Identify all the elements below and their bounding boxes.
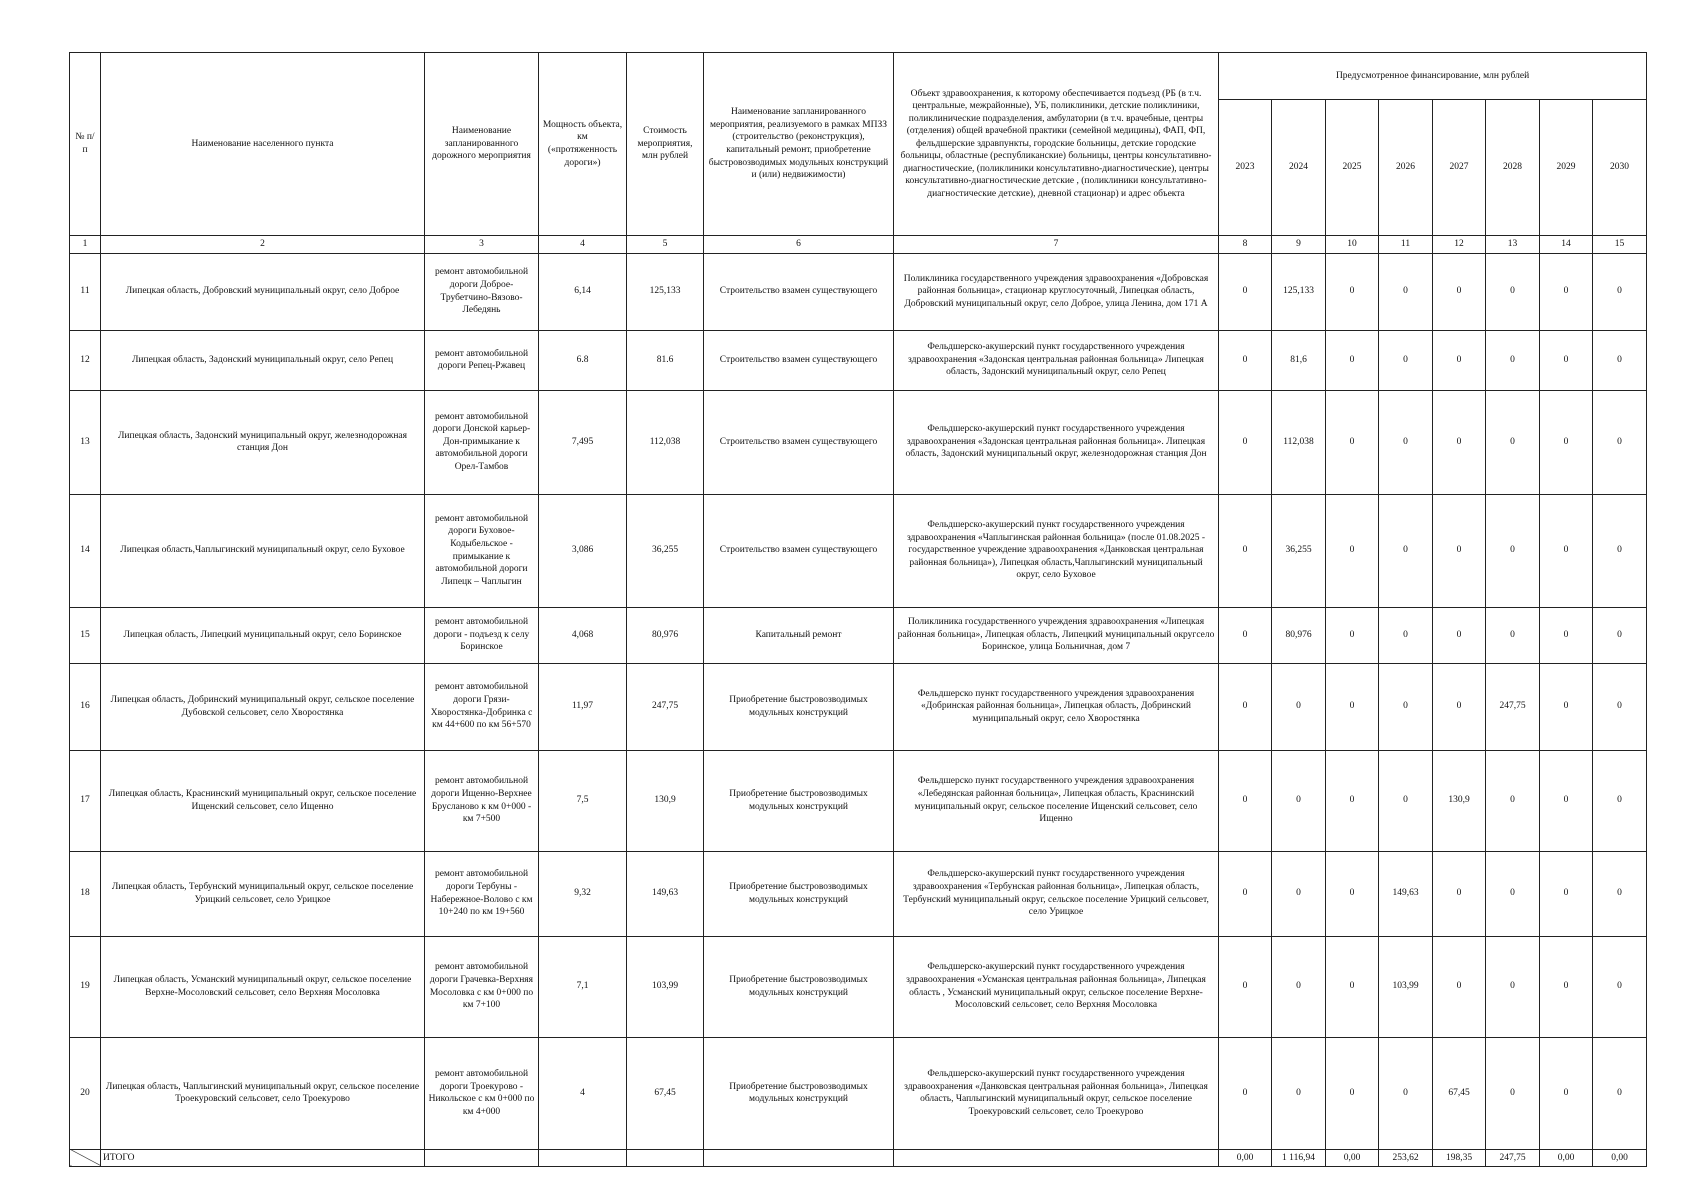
row-year-value: 0 [1593, 851, 1647, 936]
total-year-value: 198,35 [1433, 1149, 1486, 1167]
header-settlement: Наименование населенного пункта [101, 53, 425, 236]
row-settlement: Липецкая область, Добровский муниципальный округ, село Доброе [101, 253, 425, 330]
total-row [70, 1149, 1647, 1167]
row-capacity: 7,5 [539, 750, 627, 851]
column-number: 1 [70, 236, 101, 254]
row-mpzz-event: Приобретение быстровозводимых модульных конструкций [704, 663, 894, 750]
row-capacity: 4 [539, 1037, 627, 1149]
column-number: 6 [704, 236, 894, 254]
row-year-value: 0 [1219, 607, 1272, 663]
row-mpzz-event: Приобретение быстровозводимых модульных конструкций [704, 1037, 894, 1149]
row-year-value: 0 [1486, 253, 1540, 330]
total-year-value: 1 116,94 [1272, 1149, 1326, 1167]
total-year-value: 0,00 [1540, 1149, 1593, 1167]
header-cost: Стоимость мероприятия, млн рублей [627, 53, 704, 236]
row-mpzz-event: Строительство взамен существующего [704, 253, 894, 330]
row-cost: 36,255 [627, 494, 704, 607]
row-capacity: 6.8 [539, 330, 627, 390]
row-year-value: 0 [1272, 750, 1326, 851]
row-capacity: 7,1 [539, 936, 627, 1037]
row-road-event: ремонт автомобильной дороги Доброе-Трубетчино-Вязово-Лебедянь [425, 253, 539, 330]
row-health-object: Фельдшерско-акушерский пункт государственного учреждения здравоохранения «Задонская центральная районная больница» Липецкая область, Задонский муниципальный округ, село Репец [894, 330, 1219, 390]
row-num: 16 [70, 663, 101, 750]
row-settlement: Липецкая область, Краснинский муниципальный округ, сельское поселение Ищенский сельсовет, село Ищенно [101, 750, 425, 851]
row-year-value: 0 [1219, 663, 1272, 750]
row-num: 19 [70, 936, 101, 1037]
row-num: 12 [70, 330, 101, 390]
row-year-value: 0 [1379, 1037, 1433, 1149]
row-year-value: 0 [1219, 390, 1272, 494]
row-year-value: 0 [1219, 851, 1272, 936]
row-cost: 103,99 [627, 936, 704, 1037]
row-year-value: 0 [1219, 750, 1272, 851]
row-health-object: Фельдшерско-акушерский пункт государственного учреждения здравоохранения «Усманская центральная районная больница», Липецкая область , Усманский муниципальный округ, сельское поселение Верхне-Мосоловский сельсовет, село Верхняя Мосоловка [894, 936, 1219, 1037]
row-year-value: 80,976 [1272, 607, 1326, 663]
header-year: 2023 [1219, 100, 1272, 236]
row-year-value: 0 [1326, 390, 1379, 494]
row-year-value: 0 [1540, 330, 1593, 390]
row-year-value: 0 [1379, 494, 1433, 607]
row-year-value: 0 [1540, 750, 1593, 851]
total-empty-cell [704, 1149, 894, 1167]
header-year: 2025 [1326, 100, 1379, 236]
row-capacity: 11,97 [539, 663, 627, 750]
row-road-event: ремонт автомобильной дороги Грачевка-Верхняя Мосоловка с км 0+000 по км 7+100 [425, 936, 539, 1037]
row-year-value: 0 [1219, 1037, 1272, 1149]
row-year-value: 0 [1326, 663, 1379, 750]
table-row [70, 494, 1647, 607]
row-mpzz-event: Приобретение быстровозводимых модульных конструкций [704, 851, 894, 936]
financing-table [69, 52, 1647, 1167]
total-year-value: 247,75 [1486, 1149, 1540, 1167]
row-year-value: 0 [1379, 330, 1433, 390]
row-num: 15 [70, 607, 101, 663]
row-year-value: 0 [1540, 851, 1593, 936]
row-num: 14 [70, 494, 101, 607]
column-number: 4 [539, 236, 627, 254]
row-cost: 125,133 [627, 253, 704, 330]
row-num: 18 [70, 851, 101, 936]
row-settlement: Липецкая область, Тербунский муниципальный округ, сельское поселение Урицкий сельсовет, село Урицкое [101, 851, 425, 936]
row-road-event: ремонт автомобильной дороги - подъезд к селу Боринское [425, 607, 539, 663]
row-health-object: Фельдшерско-акушерский пункт государственного учреждения здравоохранения «Данковская центральная районная больница», Липецкая область, Чаплыгинский муниципальный округ, сельское поселение Троекуровский сельсовет, село Троекурово [894, 1037, 1219, 1149]
row-road-event: ремонт автомобильной дороги Донской карьер-Дон-примыкание к автомобильной дороги Орел-Тамбов [425, 390, 539, 494]
row-capacity: 9,32 [539, 851, 627, 936]
row-settlement: Липецкая область, Задонский муниципальный округ, железнодорожная станция Дон [101, 390, 425, 494]
row-year-value: 0 [1272, 1037, 1326, 1149]
table-row [70, 851, 1647, 936]
row-year-value: 0 [1540, 390, 1593, 494]
row-year-value: 0 [1593, 1037, 1647, 1149]
total-label: ИТОГО [101, 1149, 425, 1167]
row-road-event: ремонт автомобильной дороги Репец-Ржавец [425, 330, 539, 390]
table-row [70, 1037, 1647, 1149]
header-road-event: Наименование запланированного дорожного мероприятия [425, 53, 539, 236]
total-diagonal-cell [70, 1149, 101, 1167]
row-year-value: 0 [1433, 253, 1486, 330]
row-year-value: 0 [1433, 607, 1486, 663]
row-year-value: 103,99 [1379, 936, 1433, 1037]
row-health-object: Поликлиника государственного учреждения здравоохранения «Добровская районная больница», стационар круглосуточный, Липецкая область, Добровский муниципальный округ, село Доброе, улица Ленина, дом 171 А [894, 253, 1219, 330]
row-year-value: 0 [1326, 851, 1379, 936]
row-year-value: 149,63 [1379, 851, 1433, 936]
row-year-value: 81,6 [1272, 330, 1326, 390]
column-number: 9 [1272, 236, 1326, 254]
row-cost: 67,45 [627, 1037, 704, 1149]
row-year-value: 0 [1540, 1037, 1593, 1149]
row-year-value: 36,255 [1272, 494, 1326, 607]
row-settlement: Липецкая область, Чаплыгинский муниципальный округ, сельское поселение Троекуровский сельсовет, село Троекурово [101, 1037, 425, 1149]
row-year-value: 0 [1219, 330, 1272, 390]
row-settlement: Липецкая область, Липецкий муниципальный округ, село Боринское [101, 607, 425, 663]
header-capacity: Мощность объекта, км («протяженность дороги») [539, 53, 627, 236]
table-header [70, 53, 1647, 254]
row-year-value: 0 [1219, 253, 1272, 330]
row-year-value: 112,038 [1272, 390, 1326, 494]
total-year-value: 0,00 [1326, 1149, 1379, 1167]
column-number: 2 [101, 236, 425, 254]
column-number: 5 [627, 236, 704, 254]
row-health-object: Фельдшерско-акушерский пункт государственного учреждения здравоохранения «Чаплыгинская районная больница» (после 01.08.2025 - государственное учреждение здравоохранения «Данковская центральная районная больница»), Липецкая область,Чаплыгинский муниципальный округ, село Буховое [894, 494, 1219, 607]
row-settlement: Липецкая область,Чаплыгинский муниципальный округ, село Буховое [101, 494, 425, 607]
row-cost: 81.6 [627, 330, 704, 390]
row-year-value: 0 [1540, 253, 1593, 330]
row-capacity: 3,086 [539, 494, 627, 607]
row-year-value: 0 [1272, 936, 1326, 1037]
header-num: № п/п [70, 53, 101, 236]
row-year-value: 0 [1486, 851, 1540, 936]
total-year-value: 0,00 [1219, 1149, 1272, 1167]
column-number: 15 [1593, 236, 1647, 254]
row-year-value: 0 [1540, 494, 1593, 607]
row-year-value: 0 [1326, 750, 1379, 851]
column-number: 7 [894, 236, 1219, 254]
column-number: 3 [425, 236, 539, 254]
row-health-object: Фельдшерско пункт государственного учреждения здравоохранения «Лебедянская районная больница», Липецкая область, Краснинский муниципальный округ, сельское поселение Ищенский сельсовет, село Ищенно [894, 750, 1219, 851]
row-year-value: 0 [1593, 253, 1647, 330]
row-year-value: 0 [1593, 936, 1647, 1037]
column-number: 12 [1433, 236, 1486, 254]
header-mpzz-event: Наименование запланированного мероприятия, реализуемого в рамках МПЗЗ (строительство (реконструкция), капитальный ремонт, приобретение быстровозводимых модульных конструкций и (или) недвижимости) [704, 53, 894, 236]
row-year-value: 0 [1433, 390, 1486, 494]
header-financing: Предусмотренное финансирование, млн рублей [1219, 53, 1647, 100]
row-road-event: ремонт автомобильной дороги Троекурово - Никольское с км 0+000 по км 4+000 [425, 1037, 539, 1149]
row-num: 11 [70, 253, 101, 330]
row-year-value: 0 [1433, 851, 1486, 936]
row-year-value: 0 [1379, 663, 1433, 750]
total-year-value: 253,62 [1379, 1149, 1433, 1167]
row-road-event: ремонт автомобильной дороги Ищенно-Верхнее Брусланово к км 0+000 - км 7+500 [425, 750, 539, 851]
row-year-value: 0 [1433, 936, 1486, 1037]
row-mpzz-event: Строительство взамен существующего [704, 390, 894, 494]
table-row [70, 253, 1647, 330]
row-year-value: 0 [1379, 390, 1433, 494]
header-year: 2030 [1593, 100, 1647, 236]
row-capacity: 4,068 [539, 607, 627, 663]
row-year-value: 0 [1486, 494, 1540, 607]
row-year-value: 0 [1379, 607, 1433, 663]
table-row [70, 936, 1647, 1037]
row-year-value: 0 [1433, 330, 1486, 390]
row-mpzz-event: Строительство взамен существующего [704, 494, 894, 607]
row-year-value: 0 [1433, 663, 1486, 750]
row-year-value: 0 [1272, 851, 1326, 936]
row-year-value: 0 [1486, 750, 1540, 851]
row-settlement: Липецкая область, Задонский муниципальный округ, село Репец [101, 330, 425, 390]
row-settlement: Липецкая область, Добринский муниципальный округ, сельское поселение Дубовской сельсовет, село Хворостянка [101, 663, 425, 750]
row-cost: 149,63 [627, 851, 704, 936]
row-year-value: 0 [1593, 330, 1647, 390]
row-capacity: 6,14 [539, 253, 627, 330]
row-road-event: ремонт автомобильной дороги Тербуны - Набережное-Волово с км 10+240 по км 19+560 [425, 851, 539, 936]
header-year: 2027 [1433, 100, 1486, 236]
row-year-value: 0 [1326, 330, 1379, 390]
column-number: 14 [1540, 236, 1593, 254]
row-health-object: Фельдшерско-акушерский пункт государственного учреждения здравоохранения «Тербунская районная больница», Липецкая область, Тербунский муниципальный округ, сельское поселение Урицкий сельсовет, село Урицкое [894, 851, 1219, 936]
row-year-value: 0 [1486, 607, 1540, 663]
row-mpzz-event: Капитальный ремонт [704, 607, 894, 663]
row-settlement: Липецкая область, Усманский муниципальный округ, сельское поселение Верхне-Мосоловский сельсовет, село Верхняя Мосоловка [101, 936, 425, 1037]
row-year-value: 0 [1326, 1037, 1379, 1149]
row-year-value: 247,75 [1486, 663, 1540, 750]
row-health-object: Фельдшерско-акушерский пункт государственного учреждения здравоохранения «Задонская центральная районная больница». Липецкая область, Задонский муниципальный округ, железнодорожная станция Дон [894, 390, 1219, 494]
row-mpzz-event: Приобретение быстровозводимых модульных конструкций [704, 936, 894, 1037]
row-health-object: Поликлиника государственного учреждения здравоохранения «Липецкая районная больница», Липецкая область, Липецкий муниципальный округсело Боринское, улица Больничная, дом 7 [894, 607, 1219, 663]
row-year-value: 0 [1593, 607, 1647, 663]
row-year-value: 67,45 [1433, 1037, 1486, 1149]
table-body [70, 253, 1647, 1167]
table-row [70, 607, 1647, 663]
header-year: 2029 [1540, 100, 1593, 236]
row-num: 17 [70, 750, 101, 851]
row-cost: 247,75 [627, 663, 704, 750]
row-year-value: 0 [1540, 607, 1593, 663]
row-year-value: 0 [1593, 494, 1647, 607]
row-year-value: 0 [1379, 750, 1433, 851]
row-cost: 112,038 [627, 390, 704, 494]
total-empty-cell [425, 1149, 539, 1167]
table-row [70, 663, 1647, 750]
column-number: 8 [1219, 236, 1272, 254]
row-cost: 80,976 [627, 607, 704, 663]
header-year: 2026 [1379, 100, 1433, 236]
table-row [70, 330, 1647, 390]
row-year-value: 0 [1433, 494, 1486, 607]
row-year-value: 130,9 [1433, 750, 1486, 851]
column-number: 10 [1326, 236, 1379, 254]
row-year-value: 0 [1326, 936, 1379, 1037]
row-num: 13 [70, 390, 101, 494]
row-year-value: 0 [1272, 663, 1326, 750]
row-year-value: 0 [1486, 1037, 1540, 1149]
column-number: 11 [1379, 236, 1433, 254]
column-number: 13 [1486, 236, 1540, 254]
row-num: 20 [70, 1037, 101, 1149]
row-road-event: ремонт автомобильной дороги Буховое-Кодыбельское - примыкание к автомобильной дороги Липецк – Чаплыгин [425, 494, 539, 607]
row-year-value: 0 [1540, 936, 1593, 1037]
row-year-value: 0 [1219, 494, 1272, 607]
row-year-value: 0 [1486, 936, 1540, 1037]
row-year-value: 0 [1593, 390, 1647, 494]
row-mpzz-event: Строительство взамен существующего [704, 330, 894, 390]
row-year-value: 0 [1593, 750, 1647, 851]
header-year: 2024 [1272, 100, 1326, 236]
row-mpzz-event: Приобретение быстровозводимых модульных конструкций [704, 750, 894, 851]
total-empty-cell [539, 1149, 627, 1167]
row-year-value: 0 [1540, 663, 1593, 750]
row-cost: 130,9 [627, 750, 704, 851]
table-row [70, 750, 1647, 851]
row-year-value: 0 [1326, 494, 1379, 607]
row-year-value: 0 [1326, 253, 1379, 330]
table-row [70, 390, 1647, 494]
row-year-value: 0 [1486, 330, 1540, 390]
total-year-value: 0,00 [1593, 1149, 1647, 1167]
row-health-object: Фельдшерско пункт государственного учреждения здравоохранения «Добринская районная больница», Липецкая область, Добринский муниципальный округ, село Хворостянка [894, 663, 1219, 750]
row-year-value: 0 [1486, 390, 1540, 494]
column-number-row [70, 236, 1647, 254]
row-road-event: ремонт автомобильной дороги Грязи-Хворостянка-Добринка с км 44+600 по км 56+570 [425, 663, 539, 750]
row-year-value: 0 [1326, 607, 1379, 663]
row-year-value: 125,133 [1272, 253, 1326, 330]
header-health-object: Объект здравоохранения, к которому обеспечивается подъезд (РБ (в т.ч. центральные, межрайонные), УБ, поликлиники, детские поликлиники, поликлинические подразделения, амбулатории (в т.ч. врачебные, центры (отделения) общей врачебной практики (семейной медицины), ФАП, ФП, фельдшерские здравпункты, городские больницы, детские городские больницы, областные (республиканские) больницы, центры консультативно-диагностические, (поликлиники консультативно-диагностические), центры консультативно-диагностические детские , (поликлиники консультативно-диагностические детские), дневной стационар) и адрес объекта [894, 53, 1219, 236]
row-year-value: 0 [1219, 936, 1272, 1037]
row-year-value: 0 [1593, 663, 1647, 750]
header-year: 2028 [1486, 100, 1540, 236]
row-capacity: 7,495 [539, 390, 627, 494]
total-empty-cell [894, 1149, 1219, 1167]
total-empty-cell [627, 1149, 704, 1167]
row-year-value: 0 [1379, 253, 1433, 330]
